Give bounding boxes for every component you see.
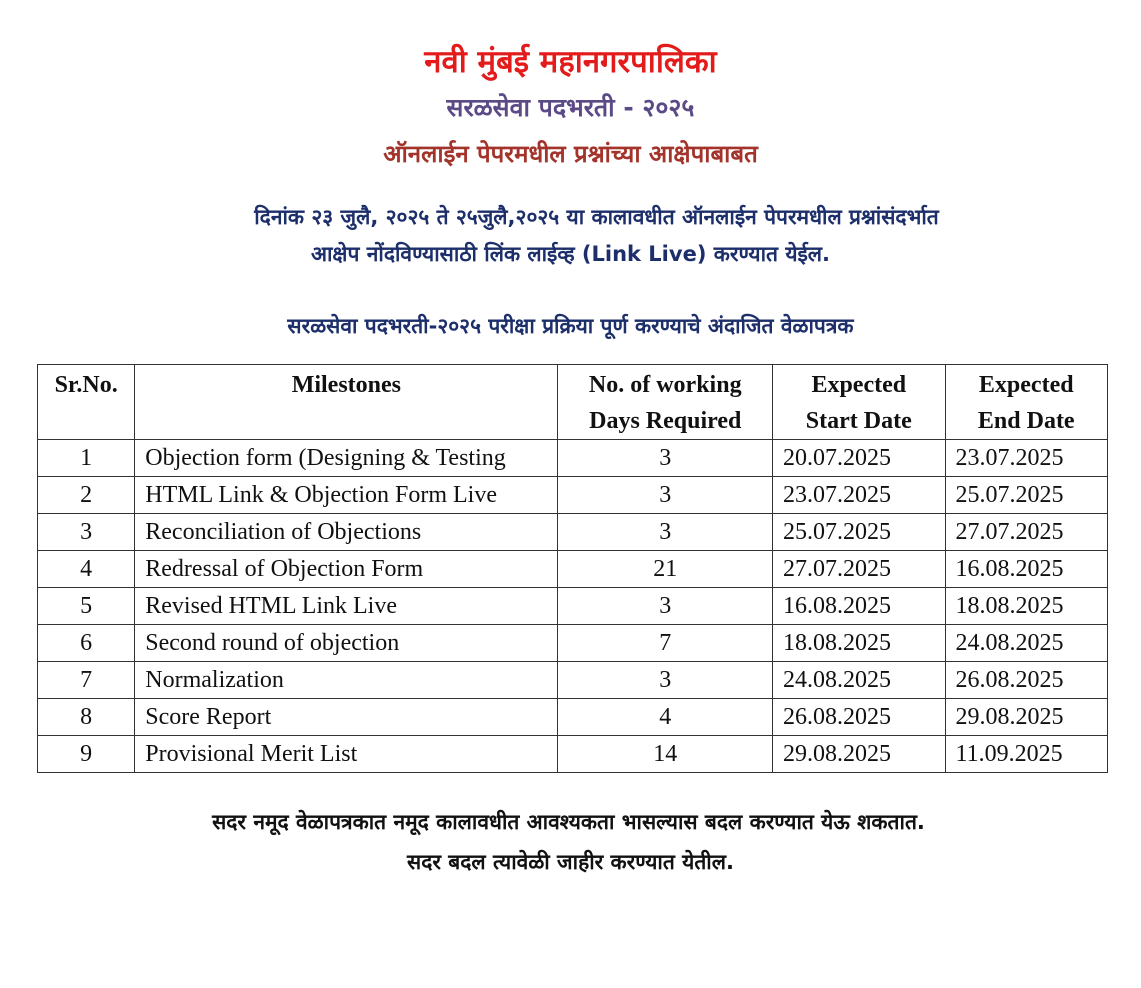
row-working-days: 4 <box>558 699 773 736</box>
header-sr-no: Sr.No. <box>38 365 135 440</box>
row-working-days: 14 <box>558 736 773 773</box>
table-row <box>38 477 1108 514</box>
table-row <box>38 551 1108 588</box>
table-row <box>38 440 1108 477</box>
row-start-date: 16.08.2025 <box>773 588 945 625</box>
header-start-date-line1: Expected <box>811 372 907 398</box>
recruitment-title: सरळसेवा पदभरती - २०२५ <box>446 93 695 122</box>
footer-note-line-2: सदर बदल त्यावेळी जाहीर करण्यात येतील. <box>407 850 734 874</box>
table-row <box>38 625 1108 662</box>
notice-line-2: आक्षेप नोंदविण्यासाठी लिंक लाईव्ह (Link Live) करण्यात येईल. <box>310 242 831 266</box>
row-milestone: HTML Link & Objection Form Live <box>135 477 558 514</box>
row-start-date: 23.07.2025 <box>773 477 945 514</box>
row-milestone: Normalization <box>135 662 558 699</box>
row-working-days: 3 <box>558 588 773 625</box>
header-milestones: Milestones <box>135 365 558 440</box>
row-working-days: 3 <box>558 662 773 699</box>
header-working-days-line1: No. of working <box>588 372 742 398</box>
schedule-table <box>37 364 1108 773</box>
row-sr-no: 1 <box>38 440 135 477</box>
row-end-date: 24.08.2025 <box>945 625 1108 662</box>
row-end-date: 23.07.2025 <box>945 440 1108 477</box>
row-end-date: 27.07.2025 <box>945 514 1108 551</box>
row-milestone: Reconciliation of Objections <box>135 514 558 551</box>
row-end-date: 16.08.2025 <box>945 551 1108 588</box>
row-milestone: Revised HTML Link Live <box>135 588 558 625</box>
row-sr-no: 6 <box>38 625 135 662</box>
schedule-heading: सरळसेवा पदभरती-२०२५ परीक्षा प्रक्रिया पूर्ण करण्याचे अंदाजित वेळापत्रक <box>287 314 854 338</box>
table-row <box>38 662 1108 699</box>
header-end-date-line2: End Date <box>977 408 1075 434</box>
row-sr-no: 9 <box>38 736 135 773</box>
row-end-date: 26.08.2025 <box>945 662 1108 699</box>
row-end-date: 25.07.2025 <box>945 477 1108 514</box>
row-milestone: Score Report <box>135 699 558 736</box>
row-milestone: Provisional Merit List <box>135 736 558 773</box>
header-start-date <box>773 365 945 440</box>
footer-note-line-1: सदर नमूद वेळापत्रकात नमूद कालावधीत आवश्यकता भासल्यास बदल करण्यात येऊ शकतात. <box>212 810 925 834</box>
row-milestone: Second round of objection <box>135 625 558 662</box>
row-start-date: 18.08.2025 <box>773 625 945 662</box>
table-row <box>38 588 1108 625</box>
table-header-row <box>38 365 1108 440</box>
subject-title: ऑनलाईन पेपरमधील प्रश्नांच्या आक्षेपाबाबत <box>383 140 758 168</box>
row-start-date: 26.08.2025 <box>773 699 945 736</box>
row-working-days: 21 <box>558 551 773 588</box>
header-start-date-line2: Start Date <box>805 408 912 434</box>
row-end-date: 18.08.2025 <box>945 588 1108 625</box>
row-start-date: 27.07.2025 <box>773 551 945 588</box>
row-working-days: 3 <box>558 514 773 551</box>
row-end-date: 11.09.2025 <box>945 736 1108 773</box>
row-start-date: 20.07.2025 <box>773 440 945 477</box>
row-working-days: 3 <box>558 440 773 477</box>
header-working-days-line2: Days Required <box>589 408 742 434</box>
header-end-date <box>945 365 1108 440</box>
row-sr-no: 2 <box>38 477 135 514</box>
table-row <box>38 736 1108 773</box>
row-sr-no: 5 <box>38 588 135 625</box>
row-sr-no: 8 <box>38 699 135 736</box>
row-sr-no: 4 <box>38 551 135 588</box>
row-working-days: 7 <box>558 625 773 662</box>
notice-line-1: दिनांक २३ जुलै, २०२५ ते २५जुलै,२०२५ या कालावधीत ऑनलाईन पेपरमधील प्रश्नांसंदर्भात <box>254 205 939 229</box>
row-milestone: Objection form (Designing & Testing <box>135 440 558 477</box>
header-end-date-line1: Expected <box>978 372 1074 398</box>
row-milestone: Redressal of Objection Form <box>135 551 558 588</box>
row-working-days: 3 <box>558 477 773 514</box>
row-start-date: 24.08.2025 <box>773 662 945 699</box>
org-title: नवी मुंबई महानगरपालिका <box>424 44 717 80</box>
table-row <box>38 699 1108 736</box>
row-start-date: 25.07.2025 <box>773 514 945 551</box>
row-start-date: 29.08.2025 <box>773 736 945 773</box>
table-row <box>38 514 1108 551</box>
row-sr-no: 7 <box>38 662 135 699</box>
row-end-date: 29.08.2025 <box>945 699 1108 736</box>
row-sr-no: 3 <box>38 514 135 551</box>
header-working-days <box>558 365 773 440</box>
